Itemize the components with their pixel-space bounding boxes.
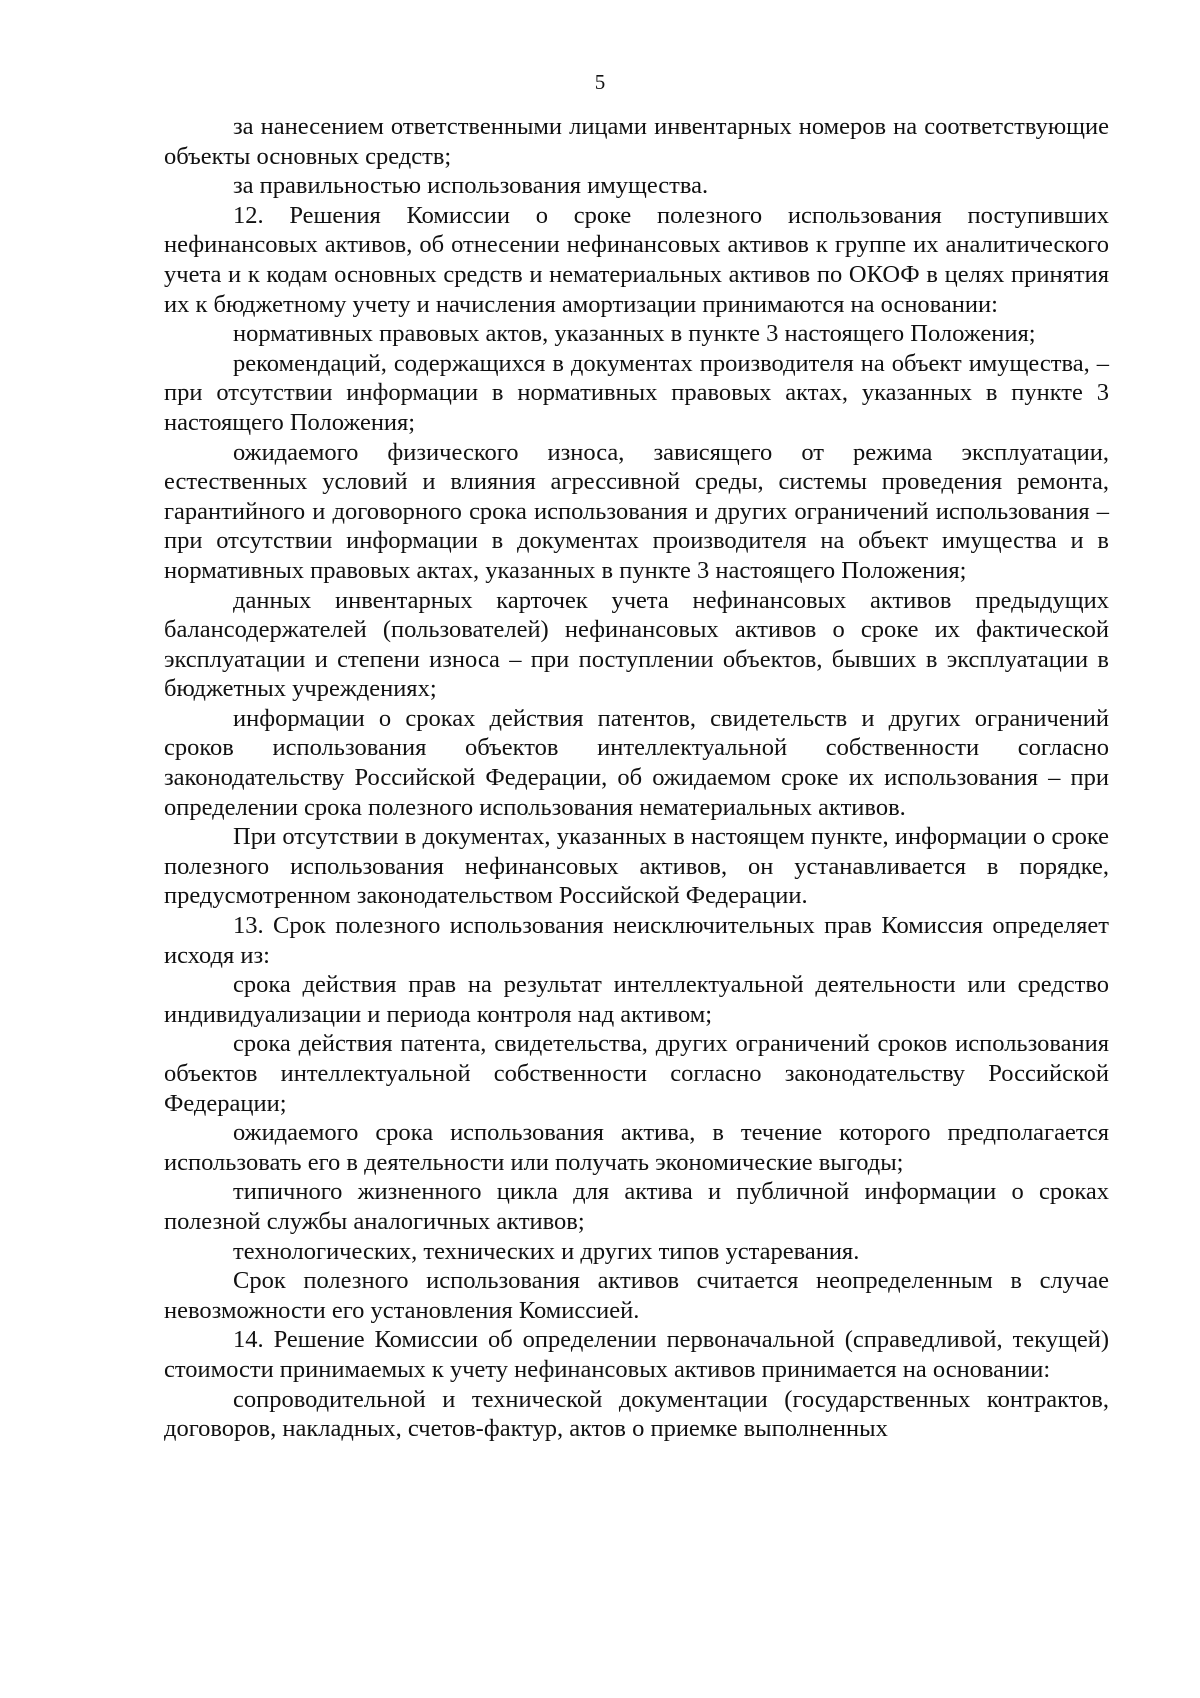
paragraph: информации о сроках действия патентов, свидетельств и других ограничений сроков использования объектов интеллектуальной собственности согласно законодательству Российской Федерации, об ожидаемом сроке их использования – при определении срока полезного использования нематериальных активов.: [164, 704, 1109, 821]
paragraph: срока действия прав на результат интеллектуальной деятельности или средство индивидуализации и периода контроля над активом;: [164, 971, 1109, 1028]
paragraph: нормативных правовых актов, указанных в пункте 3 настоящего Положения;: [233, 320, 1036, 348]
paragraph: Срок полезного использования активов считается неопределенным в случае невозможности его установления Комиссией.: [164, 1267, 1109, 1324]
paragraph: 14. Решение Комиссии об определении первоначальной (справедливой, текущей) стоимости принимаемых к учету нефинансовых активов принимается на основании:: [164, 1326, 1109, 1383]
paragraph: ожидаемого срока использования актива, в течение которого предполагается использовать его в деятельности или получать экономические выгоды;: [164, 1119, 1109, 1176]
page-number: 5: [594, 70, 606, 94]
paragraph: рекомендаций, содержащихся в документах производителя на объект имущества, – при отсутствии информации в нормативных правовых актах, указанных в пункте 3 настоящего Положения;: [164, 349, 1109, 436]
paragraph: сопроводительной и технической документации (государственных контрактов, договоров, накладных, счетов-фактур, актов о приемке выполненных: [164, 1385, 1109, 1443]
paragraph: технологических, технических и других типов устаревания.: [233, 1237, 860, 1265]
paragraph: При отсутствии в документах, указанных в настоящем пункте, информации о сроке полезного использования нефинансовых активов, он устанавливается в порядке, предусмотренном законодательством Российской Федерации.: [164, 823, 1109, 910]
document-body: [164, 112, 1109, 1444]
paragraph: 13. Срок полезного использования неисключительных прав Комиссия определяет исходя из:: [164, 912, 1109, 969]
paragraph: типичного жизненного цикла для актива и публичной информации о сроках полезной службы аналогичных активов;: [164, 1178, 1109, 1235]
paragraph: 12. Решения Комиссии о сроке полезного использования поступивших нефинансовых активов, об отнесении нефинансовых активов к группе их аналитического учета и к кодам основных средств и нематериальных активов по ОКОФ в целях принятия их к бюджетному учету и начисления амортизации принимаются на основании:: [164, 201, 1109, 318]
paragraph: ожидаемого физического износа, зависящего от режима эксплуатации, естественных условий и влияния агрессивной среды, системы проведения ремонта, гарантийного и договорного срока использования и других ограничений использования – при отсутствии информации в документах производителя на объект имущества и в нормативных правовых актах, указанных в пункте 3 настоящего Положения;: [164, 438, 1109, 584]
paragraph: данных инвентарных карточек учета нефинансовых активов предыдущих балансодержателей (пользователей) нефинансовых активов о сроке их фактической эксплуатации и степени износа – при поступлении объектов, бывших в эксплуатации в бюджетных учреждениях;: [164, 586, 1109, 703]
paragraph: срока действия патента, свидетельства, других ограничений сроков использования объектов интеллектуальной собственности согласно законодательству Российской Федерации;: [164, 1030, 1109, 1117]
paragraph: за правильностью использования имущества.: [233, 172, 709, 200]
paragraph: за нанесением ответственными лицами инвентарных номеров на соответствующие объекты основных средств;: [164, 113, 1109, 170]
